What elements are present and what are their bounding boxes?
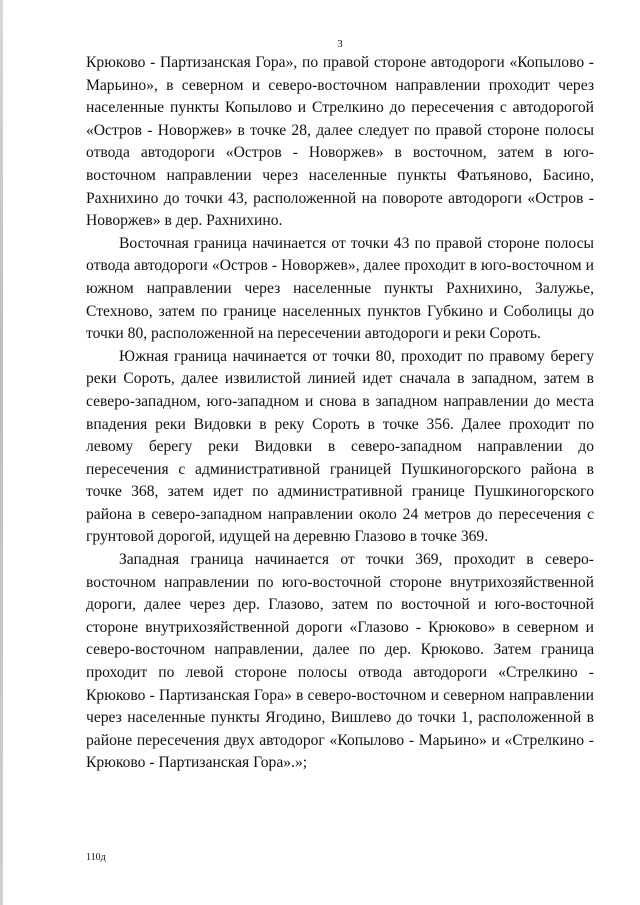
- paragraph-continuation: Крюково - Партизанская Гора», по правой стороне автодороги «Копылово - Марьино», в северном и северо-восточном направлении проходит через населенные пункты Копылово и Стрелкино до пересечения с автодорогой «Остров - Новоржев» в точке 28, далее следует по правой стороне полосы отвода автодороги «Остров - Новоржев» в восточном, затем в юго-восточном направлении через населенные пункты Фатьяново, Басино, Рахнихино до точки 43, расположенной на повороте автодороги «Остров - Новоржев» в дер. Рахнихино.: [86, 54, 594, 230]
- scan-edge-shadow: [0, 0, 3, 905]
- paragraph-western-border: Западная граница начинается от точки 369, проходит в северо-восточном направлении по юго-восточной стороне внутрихозяйственной дороги, далее через дер. Глазово, затем по восточной и юго-восточной стороне внутрихозяйственной дороги «Глазово - Крюково» в северном и северо-восточном направлении, далее по дер. Крюково. Затем граница проходит по левой стороне полосы отвода автодороги «Стрелкино - Крюково - Партизанская Гора» в северо-восточном и северном направлении через населенные пункты Ягодино, Вишлево до точки 1, расположенной в районе пересечения двух автодорог «Копылово - Марьино» и «Стрелкино - Крюково - Партизанская Гора».»;: [86, 551, 594, 772]
- footer-document-code: 110д: [86, 852, 106, 863]
- paragraph-eastern-border: Восточная граница начинается от точки 43 по правой стороне полосы отвода автодороги «Остров - Новоржев», далее проходит в юго-восточном и южном направлении через населенные пункты Рахнихино, Залужье, Стехново, затем по границе населенных пунктов Губкино и Соболицы до точки 80, расположенной на пересечении автодороги и реки Сороть.: [86, 234, 594, 343]
- document-body: [86, 52, 594, 775]
- paragraph-southern-border: Южная граница начинается от точки 80, проходит по правому берегу реки Сороть, далее извилистой линией идет сначала в западном, затем в северо-западном, юго-западном и снова в западном направлении до места впадения реки Видовки в реку Сороть в точке 356. Далее проходит по левому берегу реки Видовки в северо-западном направлении до пересечения с административной границей Пушкиногорского района в точке 368, затем идет по административной границе Пушкиногорского района в северо-западном направлении около 24 метров до пересечения с грунтовой дорогой, идущей на деревню Глазово в точке 369.: [86, 347, 594, 546]
- page-number: 3: [337, 38, 343, 50]
